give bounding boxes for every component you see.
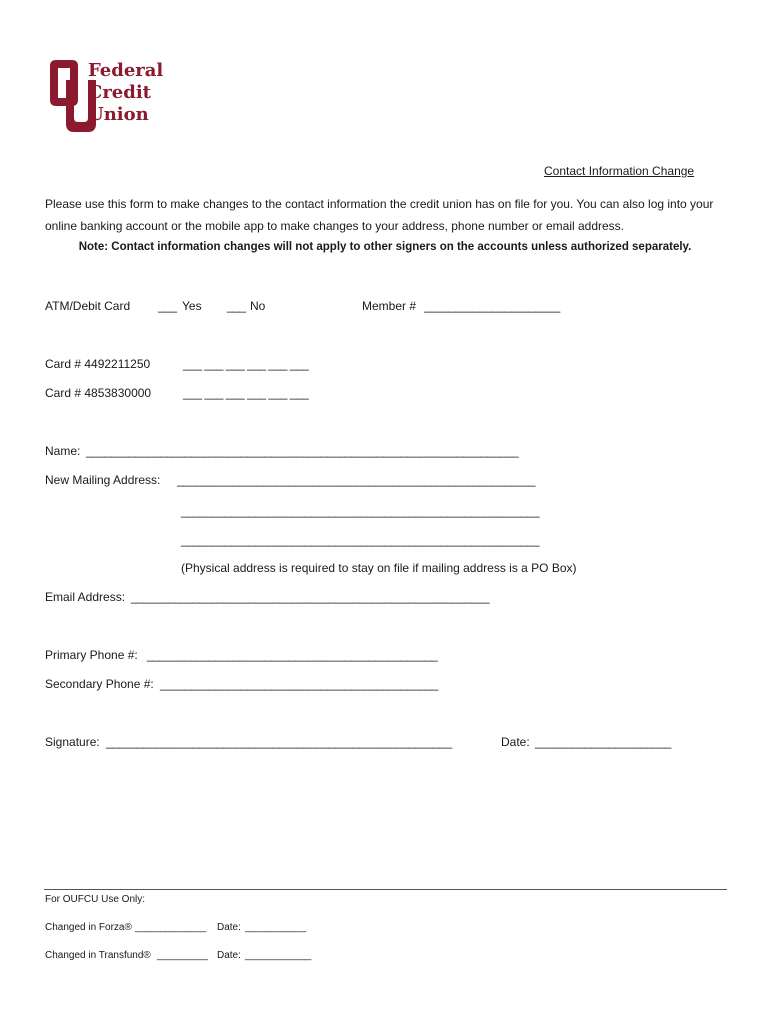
forza-date-field[interactable]: ____________ — [245, 922, 306, 933]
forza-date-label: Date: — [217, 922, 241, 933]
email-label: Email Address: — [45, 590, 126, 604]
transfund-field[interactable]: __________ — [157, 950, 208, 961]
secondary-phone-label: Secondary Phone #: — [45, 677, 154, 691]
card-digits-field[interactable]: ___ ___ ___ ___ ___ ___ — [183, 386, 309, 400]
logo-line-credit: Credit — [88, 82, 151, 103]
mailing-address-label: New Mailing Address: — [45, 473, 161, 487]
office-use-title: For OUFCU Use Only: — [45, 894, 146, 905]
forza-label: Changed in Forza® — [45, 922, 132, 933]
intro-paragraph: Please use this form to make changes to the contact information the credit union has on file for you. You can also log into your online banking account or the mobile app to make changes to your address, phone number or email address. — [45, 197, 714, 233]
member-number-field[interactable]: ______________________ — [424, 299, 560, 313]
logo-line-union: Union — [88, 104, 149, 125]
atm-debit-card-label: ATM/Debit Card — [45, 299, 131, 313]
signature-field[interactable]: ________________________________________________________ — [106, 735, 452, 749]
authorization-note: Note: Contact information changes will not apply to other signers on the accounts unless authorized separately. — [78, 241, 692, 253]
secondary-phone-field[interactable]: _____________________________________________ — [160, 677, 438, 691]
card-digits-field[interactable]: ___ ___ ___ ___ ___ ___ — [183, 357, 309, 371]
office-use-divider — [44, 889, 727, 890]
transfund-date-field[interactable]: _____________ — [245, 950, 311, 961]
forza-field[interactable]: ______________ — [135, 922, 206, 933]
email-field[interactable]: __________________________________________________________ — [131, 590, 490, 604]
transfund-label: Changed in Transfund® — [45, 950, 151, 961]
mailing-address-field-3[interactable]: __________________________________________________________ — [181, 533, 540, 547]
mailing-address-field-1[interactable]: __________________________________________________________ — [177, 473, 536, 487]
po-box-note: (Physical address is required to stay on file if mailing address is a PO Box) — [181, 561, 577, 575]
no-label: No — [250, 299, 266, 313]
date-label: Date: — [501, 735, 530, 749]
transfund-date-label: Date: — [217, 950, 241, 961]
logo-line-federal: Federal — [88, 60, 164, 81]
form-title: Contact Information Change — [544, 164, 695, 178]
mailing-address-field-2[interactable]: __________________________________________________________ — [181, 504, 540, 518]
yes-label: Yes — [182, 299, 202, 313]
card-label: Card # 4492211250 — [45, 357, 151, 371]
name-label: Name: — [45, 444, 81, 458]
signature-label: Signature: — [45, 735, 100, 749]
name-field[interactable]: ______________________________________________________________________ — [86, 444, 519, 458]
yes-checkbox-blank[interactable]: ___ — [158, 299, 177, 313]
date-field[interactable]: ______________________ — [535, 735, 671, 749]
card-label: Card # 4853830000 — [45, 386, 152, 400]
member-number-label: Member # — [362, 299, 417, 313]
primary-phone-field[interactable]: _______________________________________________ — [147, 648, 438, 662]
primary-phone-label: Primary Phone #: — [45, 648, 138, 662]
no-checkbox-blank[interactable]: ___ — [227, 299, 246, 313]
ou-federal-credit-union-logo — [46, 58, 176, 136]
